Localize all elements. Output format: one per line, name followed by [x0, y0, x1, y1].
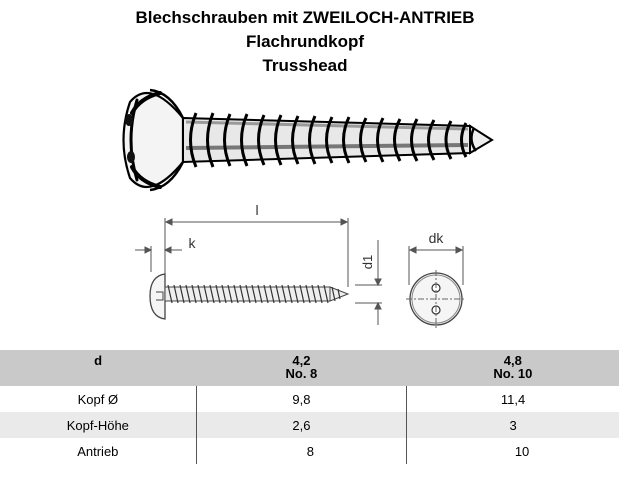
- row-label: Kopf Ø: [77, 391, 119, 407]
- row-value: 10: [407, 438, 619, 464]
- dim-label-dk: dk: [428, 230, 444, 246]
- row-value: 8: [196, 438, 406, 464]
- dim-label-k: k: [188, 235, 196, 251]
- table-row: [0, 412, 619, 438]
- spec-table: [0, 350, 619, 464]
- header-size-4-2: 4,2 No. 8: [196, 350, 406, 386]
- row-value: 2,6: [196, 412, 406, 438]
- spec-table-header: [0, 350, 619, 386]
- title-line-1: Blechschrauben mit ZWEILOCH-ANTRIEB: [135, 8, 475, 27]
- screw-illustration: [124, 90, 493, 190]
- side-view-drawing: [135, 218, 382, 325]
- row-label: Kopf-Höhe: [0, 412, 196, 438]
- row-value: 3: [407, 412, 619, 438]
- row-value: 9,8: [196, 386, 406, 412]
- top-view-drawing: [406, 246, 466, 328]
- title-line-3: Trusshead: [262, 56, 348, 75]
- table-row: [0, 386, 619, 412]
- dim-label-l: l: [255, 202, 259, 218]
- row-label: Antrieb: [77, 443, 119, 459]
- header-d: d: [0, 350, 196, 386]
- table-row: [0, 438, 619, 464]
- dim-label-d1: d1: [360, 254, 375, 270]
- header-size-4-8: 4,8 No. 10: [407, 350, 619, 386]
- row-value: 11,4: [407, 386, 619, 412]
- title-line-2: Flachrundkopf: [245, 32, 365, 51]
